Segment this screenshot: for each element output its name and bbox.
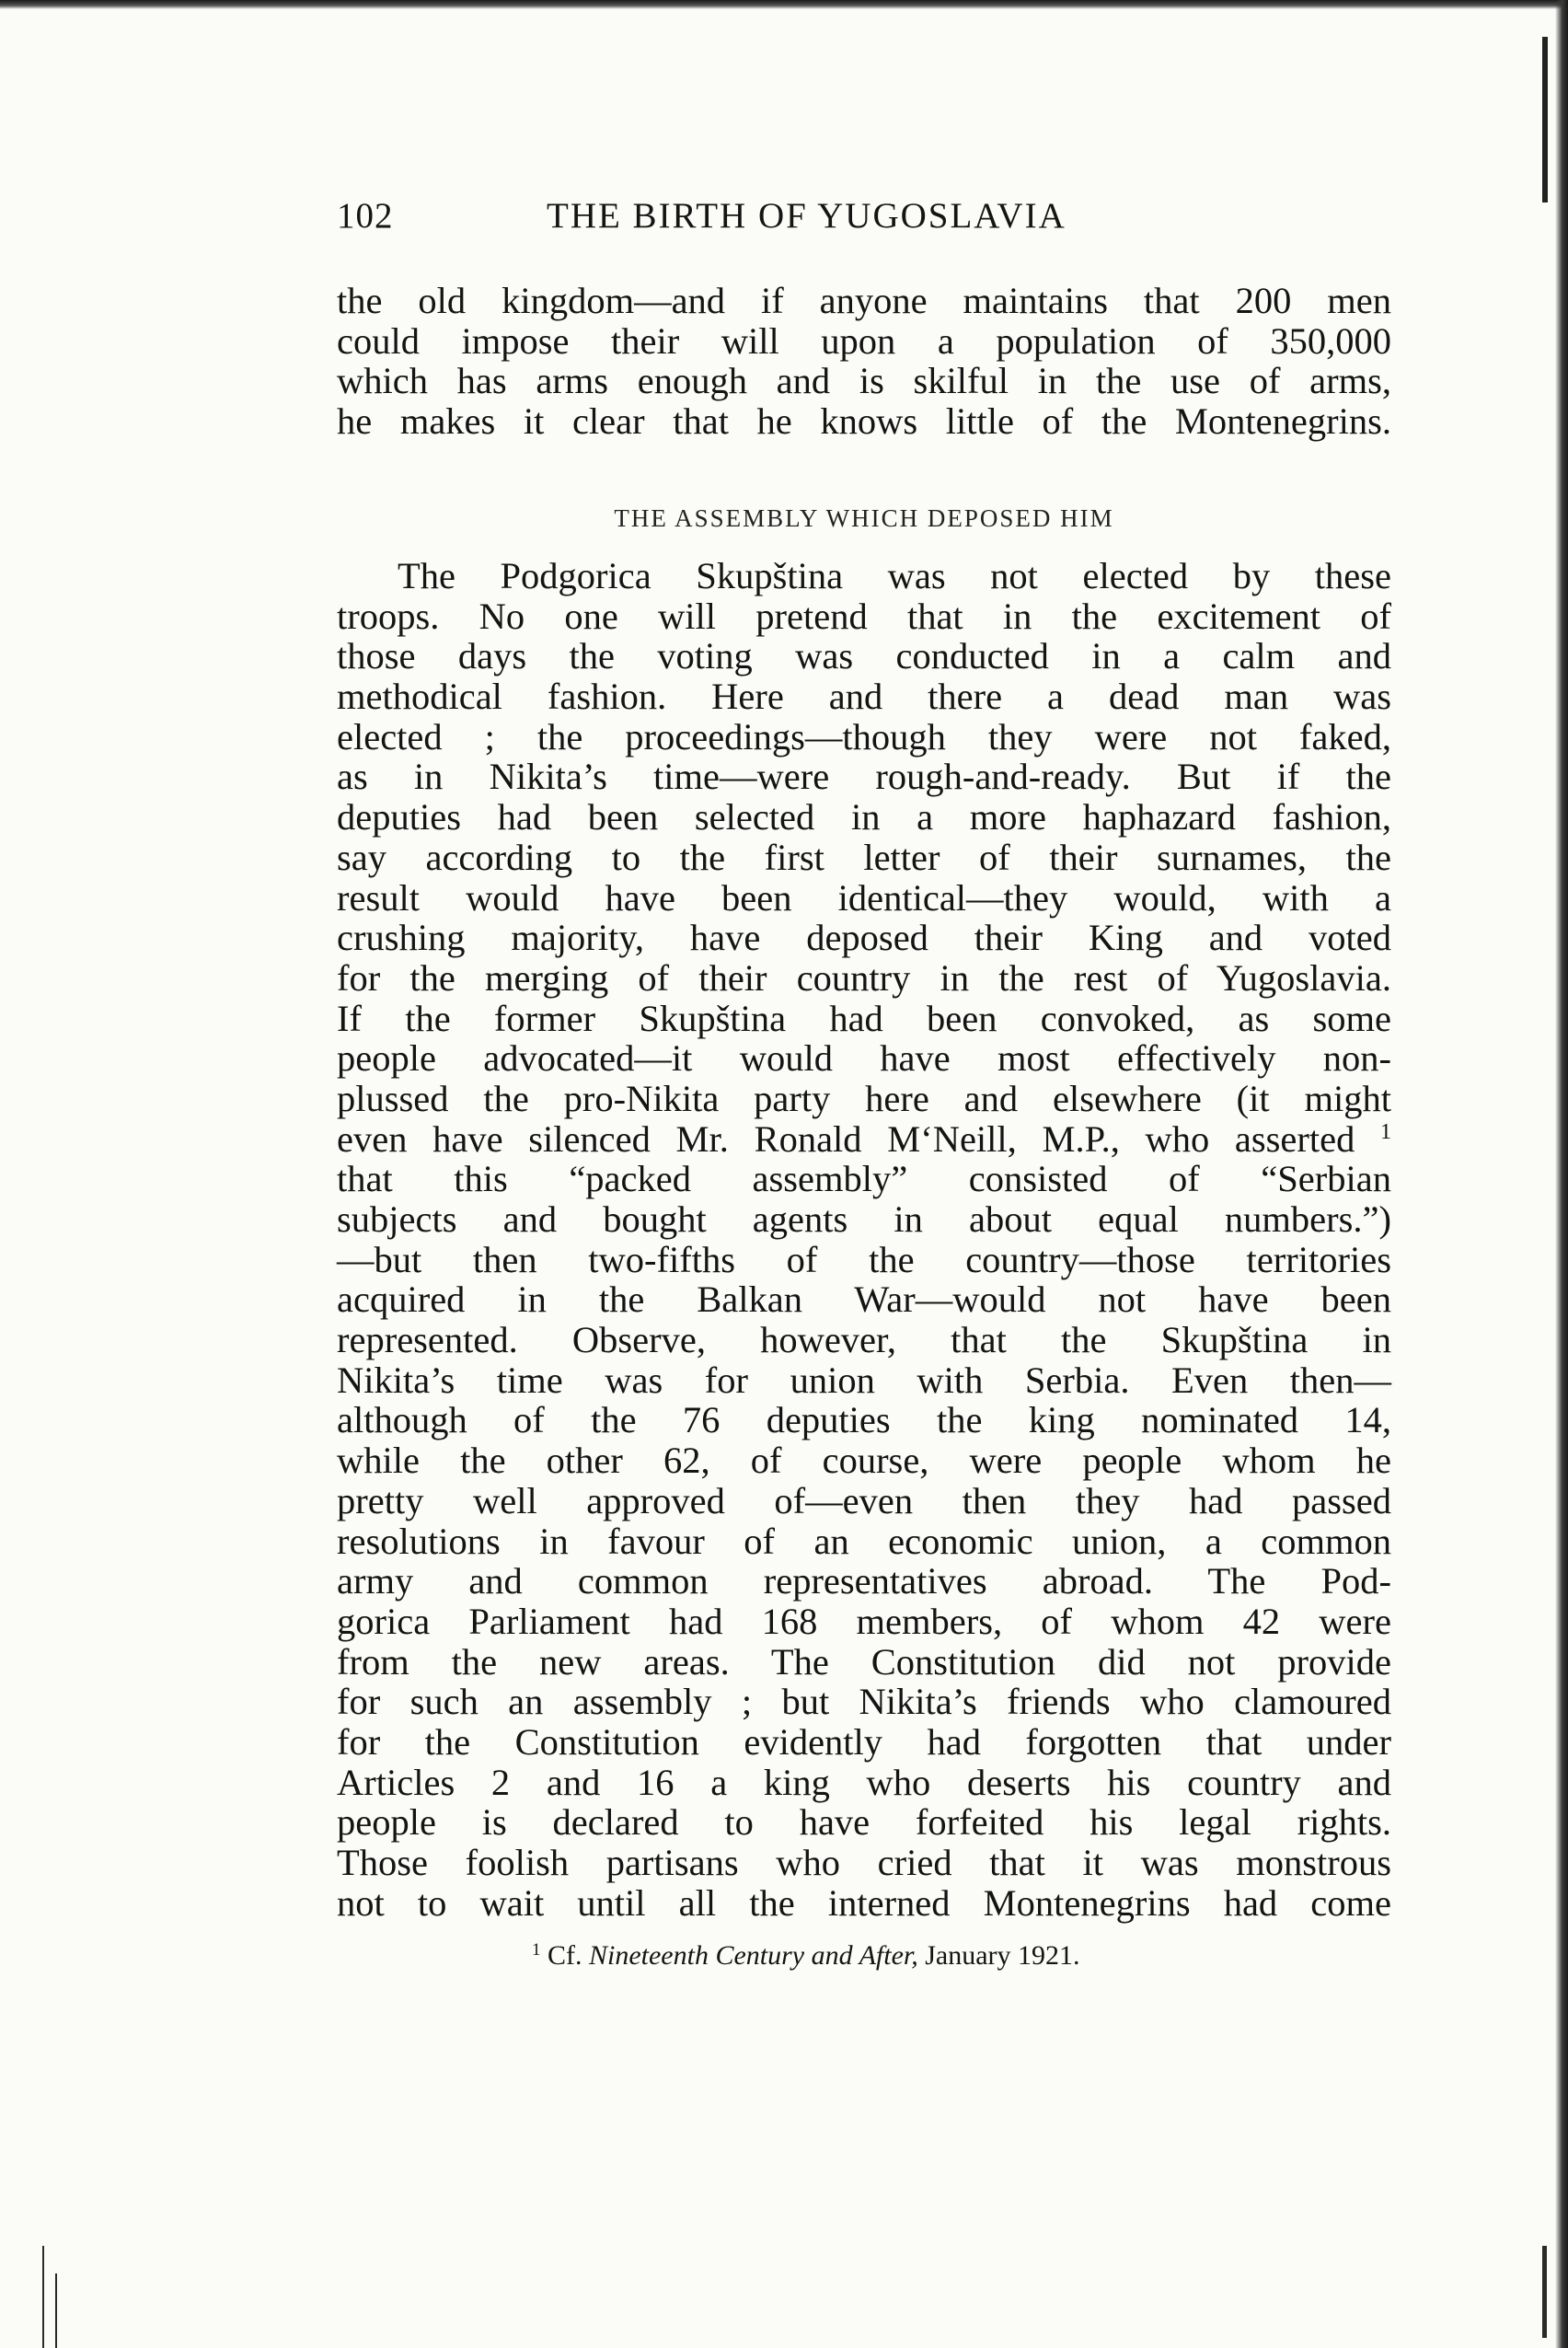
footnote-reference: 1 — [1380, 1119, 1392, 1144]
footnote-date: January 1921. — [925, 1940, 1080, 1971]
text-line: for the Constitution evidently had forgotten that under — [337, 1720, 1391, 1763]
text-line: crushing majority, have deposed their King and voted — [337, 917, 1391, 959]
text-line: deputies had been selected in a more haphazard fashion, — [337, 796, 1391, 839]
text-line: elected ; the proceedings—though they were not faked, — [337, 715, 1391, 758]
text-line: for the merging of their country in the rest of Yugoslavia. — [337, 956, 1391, 999]
text-line: represented. Observe, however, that the Skupština in — [337, 1319, 1391, 1361]
text-line: say according to the first letter of their surnames, the — [337, 836, 1391, 878]
scan-edge-right — [1555, 0, 1568, 2348]
text-line: —but then two-fifths of the country—those territories — [337, 1238, 1391, 1280]
text-line: that this “packed assembly” consisted of “Serbian — [337, 1158, 1391, 1200]
text-line: pretty well approved of—even then they had passed — [337, 1479, 1391, 1521]
text-line: acquired in the Balkan War—would not have been — [337, 1278, 1391, 1321]
gutter-mark — [55, 2273, 57, 2348]
footnote-work-title: Nineteenth Century and After, — [589, 1940, 918, 1971]
text-line: result would have been identical—they would, with a — [337, 876, 1391, 919]
text-line: troops. No one will pretend that in the excitement of — [337, 595, 1391, 637]
text-line: as in Nikita’s time—were rough-and-ready. But if the — [337, 756, 1391, 798]
footnote-marker: 1 — [532, 1940, 541, 1960]
footnote-prefix: Cf. — [548, 1940, 582, 1971]
text-line: Articles 2 and 16 a king who deserts his country and — [337, 1761, 1391, 1803]
paragraph-2 — [337, 556, 1391, 1923]
text-line: people advocated—it would have most effectively non- — [337, 1037, 1391, 1080]
text-line: those days the voting was conducted in a calm and — [337, 635, 1391, 677]
gutter-mark — [1542, 2246, 1547, 2338]
text-line: could impose their will upon a population of 350,000 — [337, 319, 1391, 362]
paragraph-1 — [337, 281, 1391, 442]
text-line: while the other 62, of course, were people whom he — [337, 1440, 1391, 1482]
text-line: army and common representatives abroad. The Pod- — [337, 1560, 1391, 1602]
footnote — [532, 1940, 1080, 1972]
text-line: Nikita’s time was for union with Serbia. Even then— — [337, 1359, 1391, 1401]
text-line: resolutions in favour of an economic union, a common — [337, 1520, 1391, 1562]
text-line: from the new areas. The Constitution did not provide — [337, 1640, 1391, 1683]
text-line: not to wait until all the interned Montenegrins had come — [337, 1881, 1391, 1924]
gutter-mark — [42, 2246, 44, 2348]
scan-binding-mark — [1542, 37, 1548, 202]
text-line: he makes it clear that he knows little of the Montenegrins. — [337, 400, 1391, 443]
text-line: plussed the pro-Nikita party here and elsewhere (it might — [337, 1077, 1391, 1119]
text-line: although of the 76 deputies the king nominated 14, — [337, 1399, 1391, 1441]
text-line: methodical fashion. Here and there a dead man was — [337, 676, 1391, 718]
text-line: subjects and bought agents in about equal numbers.”) — [337, 1198, 1391, 1240]
text-line: which has arms enough and is skilful in the use of arms, — [337, 360, 1391, 402]
section-heading: THE ASSEMBLY WHICH DEPOSED HIM — [614, 504, 1114, 532]
running-title: THE BIRTH OF YUGOSLAVIA — [547, 196, 1066, 236]
text-line: Those foolish partisans who cried that it was monstrous — [337, 1842, 1391, 1883]
page-number: 102 — [337, 196, 394, 236]
scan-edge-top — [0, 0, 1568, 9]
text-line: The Podgorica Skupština was not elected by these — [398, 555, 1391, 596]
text-line: gorica Parliament had 168 members, of whom 42 were — [337, 1600, 1391, 1642]
text-line-content: even have silenced Mr. Ronald M‘Neill, M.P., who asserted — [337, 1117, 1355, 1160]
text-line: for such an assembly ; but Nikita’s friends who clamoured — [337, 1681, 1391, 1723]
text-line: If the former Skupština had been convoked, as some — [337, 997, 1391, 1039]
text-line: people is declared to have forfeited his legal rights. — [337, 1801, 1391, 1844]
text-line: the old kingdom—and if anyone maintains that 200 men — [337, 280, 1391, 321]
text-line-with-footnote-ref — [337, 1119, 1391, 1160]
